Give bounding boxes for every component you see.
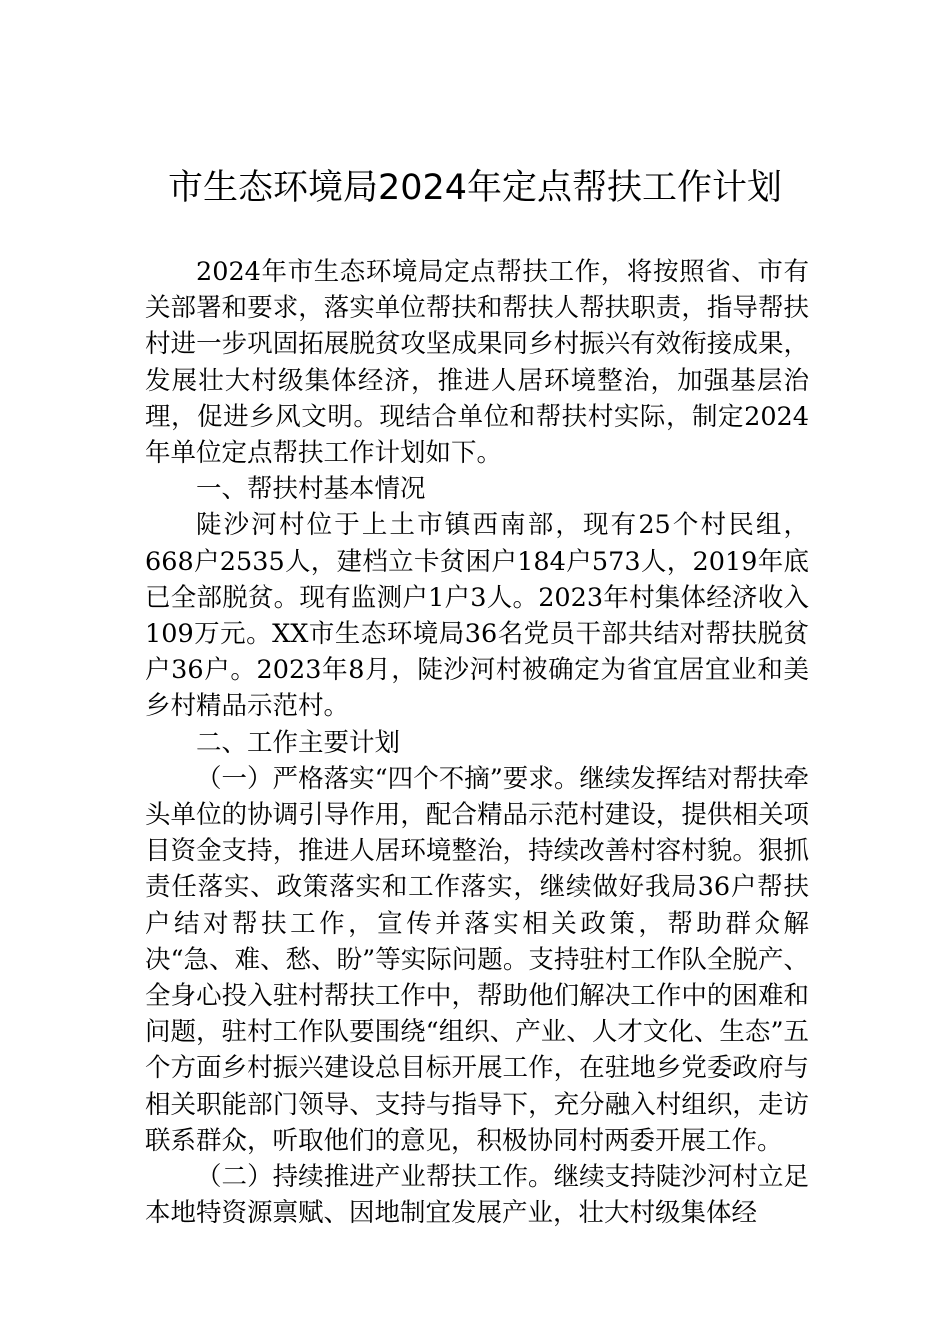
plan-item-2-paragraph: （二）持续推进产业帮扶工作。继续支持陡沙河村立足本地特资源禀赋、因地制宜发展产业，壮大村级集体经 bbox=[145, 1162, 809, 1229]
section-heading-main-plan: 二、工作主要计划 bbox=[196, 727, 401, 758]
plan-item-1-paragraph: （一）严格落实“四个不摘”要求。继续发挥结对帮扶牵头单位的协调引导作用，配合精品示范村建设，提供相关项目资金支持，推进人居环境整治，持续改善村容村貌。狠抓责任落实、政策落实和工作落实，继续做好我局36户帮扶户结对帮扶工作，宣传并落实相关政策，帮助群众解决“急、难、愁、盼”等实际问题。支持驻村工作队全脱产、全身心投入驻村帮扶工作中，帮助他们解决工作中的困难和问题，驻村工作队要围绕“组织、产业、人才文化、生态”五个方面乡村振兴建设总目标开展工作，在驻地乡党委政府与相关职能部门领导、支持与指导下，充分融入村组织，走访联系群众，听取他们的意见，积极协同村两委开展工作。 bbox=[145, 763, 809, 1156]
section-heading-basic-info: 一、帮扶村基本情况 bbox=[196, 474, 426, 505]
document-title: 市生态环境局2024年定点帮扶工作计划 bbox=[167, 168, 783, 208]
intro-paragraph: 2024年市生态环境局定点帮扶工作，将按照省、市有关部署和要求，落实单位帮扶和帮扶人帮扶职责，指导帮扶村进一步巩固拓展脱贫攻坚成果同乡村振兴有效衔接成果，发展壮大村级集体经济，推进人居环境整治，加强基层治理，促进乡风文明。现结合单位和帮扶村实际，制定2024年单位定点帮扶工作计划如下。 bbox=[145, 257, 809, 469]
basic-info-paragraph: 陡沙河村位于上土市镇西南部，现有25个村民组，668户2535人，建档立卡贫困户184户573人，2019年底已全部脱贫。现有监测户1户3人。2023年村集体经济收入109万元。XX市生态环境局36名党员干部共结对帮扶脱贫户36户。2023年8月，陡沙河村被确定为省宜居宜业和美乡村精品示范村。 bbox=[145, 510, 809, 722]
document-body bbox=[145, 254, 809, 1231]
